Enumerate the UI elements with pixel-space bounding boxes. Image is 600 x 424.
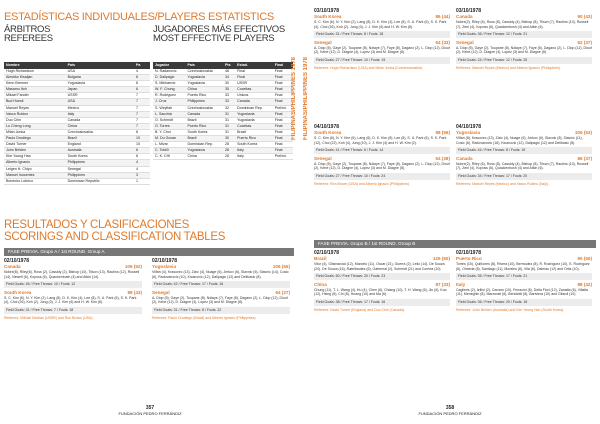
table-cell: Brazil <box>185 117 223 123</box>
team-2-score: 86 (37) <box>577 155 592 161</box>
match-box <box>456 8 592 70</box>
table-cell: England <box>66 142 134 148</box>
table-cell: 6 <box>134 81 150 87</box>
footer-text: FUNDACIÓN PEDRO FERRÁNDIZ <box>418 411 482 416</box>
team-1-field-stats: Field Goals: 42 / Free Throws: 17 / Fouls: 16 <box>152 281 290 288</box>
team-1-score: 88 (56) <box>435 130 450 135</box>
table-cell: Leigen H. Chiyo <box>4 166 66 172</box>
table-row <box>153 154 293 160</box>
table-cell: Canada <box>185 111 223 117</box>
team-1-name: Canada <box>456 14 473 19</box>
table-cell: Yugoslavia <box>235 117 273 123</box>
table-cell: 7 <box>134 93 150 99</box>
table-cell: Bud Hoesli <box>4 99 66 105</box>
team-2-lineup: S. C. Kim (6), N. Y. Kim (2), Lang (8), D. K. Kim (4), Lee (8), S. U. Park (6), S. K. Park (4), Choi (26), Koh (2), Jung (0), J. J. Kim (6) and H. W. Kim (8). <box>4 295 137 305</box>
table-cell: 10 <box>134 142 150 148</box>
team-2-field-stats: Field Goals: 31 / Free Throws: 8 / Fouls: 22 <box>152 307 290 314</box>
table-cell: Philippines <box>66 172 134 178</box>
page-title: ESTADÍSTICAS INDIVIDUALES/PLAYERS ESTATISTICS <box>4 11 274 23</box>
team-2-name: China <box>314 281 327 287</box>
table-cell: Yugoslavia <box>66 81 134 87</box>
table-cell: Yugoslavia <box>185 75 223 81</box>
table-cell: 7 <box>134 105 150 111</box>
table-cell: D. Dalipagic <box>153 75 185 81</box>
table-cell: Final <box>273 136 293 142</box>
team-2-lineup: A. Diop (5), Gaye (2), Toupane (8), Ndiaye (7), Faye (8), Dagano (2), L. Diop (12), Diouf (2), Kebe (12), D. Diagne (4), Lopez (3) and M. Diagne (8). <box>314 45 450 55</box>
team-2-score: 64 (27) <box>275 289 290 295</box>
table-cell: 7 <box>134 117 150 123</box>
referees-note: Referees: David Turner (England) and Duo Chin (Canada). <box>314 307 406 312</box>
table-cell: Masamu Itoh <box>4 87 66 93</box>
table-cell: 7 <box>134 111 150 117</box>
referees-note: Referees: Manuel Reyes (Mexico) and Alberto Ignacio (Philippines). <box>456 65 562 70</box>
table-cell: Senegal <box>66 166 134 172</box>
team-2-lineup: Caglieris (2), Iellini (2), Carraro (10), Ferracini (6), Della Fiori (12), Zanatta (6), Villalta (11), Meneghin (8), Marzorati (6), Bertolotti (8), Bariviera (10) and Gilardi (10). <box>456 287 589 297</box>
table-cell: Kenn Brenner <box>4 81 66 87</box>
match-box <box>456 250 592 312</box>
table-cell: Final <box>273 148 293 154</box>
team-2-name: Senegal <box>152 289 170 295</box>
table-cell: Boneciro Lobrico <box>4 178 66 184</box>
match-box <box>4 258 142 320</box>
right-page <box>300 0 600 424</box>
table-cell: Final <box>273 129 293 135</box>
column-header: Nombre <box>4 62 66 69</box>
team-2-score: 62 (37) <box>577 39 592 45</box>
match-date: 04/10/1978 <box>456 124 482 130</box>
table-cell: W. F. Chung <box>153 87 185 93</box>
column-header: País <box>185 62 223 69</box>
table-cell: Italy <box>235 148 273 154</box>
team-1-name: Brazil <box>314 256 327 261</box>
table-cell: Dominican Rep. <box>185 142 223 148</box>
referees-note: Referees: Ron Brown (USA) and Alberto Ignacio (Philippines). <box>314 181 411 186</box>
table-cell: M. Du Govan <box>153 136 185 142</box>
table-cell: 10 <box>134 136 150 142</box>
column-header: País <box>66 62 134 69</box>
team-2-name: Senegal <box>314 155 332 161</box>
team-2-lineup: A. Diop (5), Gaye (2), Toupane (8), Ndiaye (7), Faye (8), Dagano (2), L. Diop (12), Diouf (2), Kebe (12), D. Diagne (4), Lopez (3) and M. Diagne (8). <box>456 45 592 55</box>
column-header: Estad. <box>235 62 273 69</box>
team-1-score: 90 (43) <box>577 14 592 19</box>
team-1-field-stats: Field Goals: 31 / Free Throws: 8 / Fouls: 18 <box>314 31 450 38</box>
table-cell: Canada <box>66 117 134 123</box>
team-1-field-stats: Field Goals: 35 / Free Throws: 17 / Fouls: 21 <box>456 273 592 280</box>
table-cell: Manuel Inocentes <box>4 172 66 178</box>
table-cell: Brazil <box>185 136 223 142</box>
team-2-lineup: A. Diop (5), Gaye (2), Toupane (8), Ndiaye (7), Faye (8), Dagano (2), L. Diop (12), Diouf (2), Kebe (12), D. Diagne (4), Lopez (3) and M. Diagne (8). <box>314 161 450 171</box>
team-1-field-stats: Field Goals: 60 / Free Throws: 20 / Fouls: 23 <box>314 273 450 280</box>
team-2-field-stats: Field Goals: 34 / Free Throws: 17 / Fouls: 20 <box>456 173 592 180</box>
table-cell: USSR <box>66 93 134 99</box>
team-2-field-stats: Field Goals: 36 / Free Throws: 20 / Fouls: 18 <box>456 299 592 306</box>
table-cell: Czechoslovakia <box>185 69 223 75</box>
table-cell: 6 <box>134 75 150 81</box>
team-2-name: South Korea <box>4 289 32 295</box>
match-date: 04/10/1978 <box>314 124 340 130</box>
team-1-name: South Korea <box>314 130 342 135</box>
team-1-score: 106 (52) <box>124 264 142 269</box>
table-cell: 6 <box>134 154 150 160</box>
table-cell: Final <box>273 87 293 93</box>
match-date: 03/10/1978 <box>314 8 340 14</box>
table-cell: Bulgaria <box>66 75 134 81</box>
players-title-en: MOST EFFECTIVE PLAYERS <box>153 33 275 44</box>
column-header: Pa <box>134 62 150 69</box>
referees-title-en: REFEREES <box>4 33 53 44</box>
team-2-score: 64 (38) <box>435 155 450 161</box>
table-cell: L. Sacchia <box>153 111 185 117</box>
team-2-field-stats: Field Goals: 24 / Free Throws: 12 / Fouls: 25 <box>456 57 592 64</box>
team-1-score: 105 (53) <box>574 130 592 135</box>
table-cell: 28 <box>223 142 235 148</box>
table-cell: 35 <box>223 87 235 93</box>
table-cell: Final <box>273 123 293 129</box>
table-cell: Yugoslavia <box>185 148 223 154</box>
footer-text: FUNDACIÓN PEDRO FERRÁNDIZ <box>118 411 182 416</box>
team-2-field-stats: Field Goals: 31 / Free Throws: 7 / Fouls: 18 <box>4 307 142 314</box>
team-2-field-stats: Field Goals: 38 / Free Throws: 17 / Fouls: 16 <box>314 299 450 306</box>
table-cell: 31 <box>223 111 235 117</box>
referees-note: Referees: Hugh Richardson (USA) and Milan Junka (Czechoslovakia). <box>314 65 423 70</box>
team-1-lineup: Vilfan (8), Krasovec (13), Zizic (4), Nuage (6), Jerkov (6), Slavnic (8), Slavnic (11), Cosic (6), Radovanovic (16), Kicanovic (12), Dalipagic (12) and Delibasic (8). <box>456 136 583 145</box>
table-cell: 31 <box>223 123 235 129</box>
table-cell: Duo Chin <box>4 117 66 123</box>
table-header-row <box>4 62 150 69</box>
table-cell: L. Mivar <box>153 142 185 148</box>
team-1-score: 86 (44) <box>435 14 450 19</box>
table-cell: USA <box>66 99 134 105</box>
table-cell: 31 <box>223 129 235 135</box>
table-cell: China <box>185 154 223 160</box>
table-cell: J. Cruz <box>153 99 185 105</box>
team-1-name: Yugoslavia <box>152 264 177 269</box>
table-cell: 28 <box>223 154 235 160</box>
table-cell: Philippines <box>66 160 134 166</box>
match-box <box>314 124 450 186</box>
table-cell: Prelimi. <box>273 154 293 160</box>
referees-note: Referees: Mikhail Davtian (USSR) and Ron Brown (USA). <box>4 315 94 320</box>
match-date: 02/10/1978 <box>4 258 30 264</box>
table-cell: Final <box>273 75 293 81</box>
table-cell: 33 <box>223 99 235 105</box>
table-cell: John Belden <box>4 148 66 154</box>
team-1-name: South Korea <box>314 14 342 19</box>
table-cell: 4 <box>134 69 150 75</box>
team-1-score: 90 (50) <box>577 256 592 261</box>
table-cell: Prelimi. <box>273 105 293 111</box>
match-date: 02/10/1978 <box>152 258 178 264</box>
table-cell: South Korea <box>235 142 273 148</box>
side-tab: FILIPINAS/PHILIPPINES 1978 <box>303 56 309 140</box>
table-cell: Manuel Reyes <box>4 105 66 111</box>
table-cell: Final <box>273 142 293 148</box>
table-cell: 7 <box>134 99 150 105</box>
table-cell: Vasco Rubino <box>4 111 66 117</box>
results-title-en: SCORINGS AND CLASSIFICATION TABLES <box>4 231 226 243</box>
referees-title-es: ÁRBITROS <box>4 24 51 35</box>
table-cell: O. Schmidt <box>153 117 185 123</box>
column-header: Final <box>273 62 293 69</box>
referees-table <box>4 62 150 185</box>
match-date: 02/10/1978 <box>314 250 340 256</box>
table-cell: O. Torres <box>153 123 185 129</box>
table-cell: S. Weyllah <box>153 105 185 111</box>
table-cell: 30 <box>223 81 235 87</box>
table-cell: Yugoslavia <box>185 81 223 87</box>
team-2-score: 87 (33) <box>435 281 450 287</box>
table-cell: Czechoslovakia <box>66 129 134 135</box>
team-1-lineup: Torres (15), Quiñones (8), Rivera (10), Bermúdez (8), R. Rodríguez (10), E. Rodríguez (6), Olmeda (8), Santiago (11), Morales (6), Vilá (6), Dalmau (12) and Ortiz (10). <box>456 262 590 271</box>
table-cell: Coceitas. <box>235 87 273 93</box>
team-1-field-stats: Field Goals: 41 / Free Throws: 6 / Fouls: 14 <box>314 147 450 154</box>
table-cell: Final <box>235 75 273 81</box>
table-cell: Brazil <box>66 136 134 142</box>
match-box <box>456 124 592 186</box>
table-cell: Puerto Rico <box>185 93 223 99</box>
table-cell: Lu Cheng Long <box>4 123 66 129</box>
team-1-lineup: S. C. Kim (6), N. Y. Kim (6), Lang (6), D. K. Kim (8), Lee (8), S. U. Park (6), S. K. Park (12), Choi (22), Koh (4), Jung (10), J. J. Kim (4) and H. W. Kim (2). <box>314 136 447 145</box>
page-number: 358 <box>445 405 455 411</box>
table-cell: C. K. CHI <box>153 154 185 160</box>
table-cell: Final <box>273 81 293 87</box>
table-cell: 6 <box>134 129 150 135</box>
table-cell: Aleshko Kisaljan <box>4 75 66 81</box>
side-tab: FILIPINAS/PHILIPPINES 1978 <box>291 56 297 140</box>
table-cell: Coceitas. <box>235 123 273 129</box>
players-title-es: JUGADORES MÁS EFECTIVOS <box>153 24 285 35</box>
table-cell: 31 <box>223 117 235 123</box>
table-cell: USSR <box>235 81 273 87</box>
team-2-name: Canada <box>456 155 473 161</box>
table-cell: Mikael Fander <box>4 93 66 99</box>
team-2-score: 88 (43) <box>127 289 142 295</box>
table-cell: Final <box>273 111 293 117</box>
team-2-lineup: Nobre(2), Riley (6), Ross (8), Cassidy (4), Bishop (8), Tilson (7), Rautins (10), Russell (7), Zeni (4), Koposs (6), Quackenbush (4) and Atkin (6). <box>456 161 589 171</box>
table-cell: David Turner <box>4 142 66 148</box>
table-cell: 4 <box>134 166 150 172</box>
table-cell: Hugh Richardson <box>4 69 66 75</box>
referees-note: Referees: John Belden (Australia) and Kim Young Han (South Korea). <box>456 307 565 312</box>
table-cell: Final <box>273 99 293 105</box>
team-1-lineup: Nobre(2), Riley (6), Ross (8), Cassidy (4), Bishop (8), Tilson (7), Rautins (10), Russell (7), Zeni (4), Koposs (6), Quackenbush (4) and Atkin (6). <box>456 20 589 29</box>
team-2-lineup: A. Diop (5), Gaye (2), Toupane (8), Ndiaye (7), Faye (8), Dagano (2), L. Diop (12), Diouf (2), Kebe (12), D. Diagne (4), Lopez (3) and M. Diagne (8). <box>152 295 288 305</box>
team-1-score: 106 (55) <box>272 264 290 269</box>
table-cell: China <box>66 123 134 129</box>
referees-note: Referees: Manuel Reyes (Mexico) and Vasco Rubino (Italy). <box>456 181 549 186</box>
table-cell: 28 <box>223 148 235 154</box>
table-cell: Milan Junka <box>4 129 66 135</box>
table-cell: 6 <box>134 87 150 93</box>
team-1-name: Canada <box>4 264 21 269</box>
players-table <box>153 62 293 160</box>
match-box <box>314 250 450 312</box>
table-cell: C. Tobilli <box>153 148 185 154</box>
table-cell: 32 <box>223 105 235 111</box>
right-footer <box>400 405 500 416</box>
team-2-name: Italy <box>456 281 466 287</box>
table-cell: Mexico <box>66 105 134 111</box>
team-1-field-stats: Field Goals: 44 / Free Throws: 8 / Fouls: 19 <box>456 147 592 154</box>
page-number: 357 <box>145 405 155 411</box>
table-cell: Puerto Rico <box>235 136 273 142</box>
table-cell: R. Rodriguez <box>153 93 185 99</box>
team-2-name: Senegal <box>314 39 332 45</box>
table-cell: Canada <box>235 99 273 105</box>
table-cell: China <box>185 87 223 93</box>
table-cell: Philippines <box>185 99 223 105</box>
column-header: Jugador <box>153 62 185 69</box>
match-box <box>314 8 450 70</box>
table-cell: 6 <box>134 148 150 154</box>
match-date: 02/10/1978 <box>456 250 482 256</box>
table-cell: S. Mikhaevic <box>153 81 185 87</box>
team-2-score: 88 (42) <box>577 281 592 287</box>
table-cell: Final <box>273 117 293 123</box>
table-cell: 33 <box>223 93 235 99</box>
table-cell: Final <box>235 69 273 75</box>
table-cell: Italy <box>66 111 134 117</box>
table-cell: Kim Young Han <box>4 154 66 160</box>
table-cell: 34 <box>223 75 235 81</box>
table-cell: Final <box>273 69 293 75</box>
match-date: 03/10/1978 <box>456 8 482 14</box>
team-2-score: 64 (33) <box>435 39 450 45</box>
table-cell: 3 <box>134 172 150 178</box>
match-box <box>152 258 290 320</box>
table-cell: 46 <box>223 69 235 75</box>
team-1-field-stats: Field Goals: 36 / Free Throws: 12 / Fouls: 21 <box>456 31 592 38</box>
phase-bar-b: FASE PREVIA. Grupo B / 1st ROUND. Group B <box>314 240 596 248</box>
team-2-name: Senegal <box>456 39 474 45</box>
team-1-lineup: Nobre(8), Riley(6), Ross (2), Cassidy (2), Bishop (10), Tilson (13), Rautins (12), Russell (14), Newell (6), Koposs (6), Quackenbush (4) and Atkin (14). <box>4 270 140 279</box>
table-cell: Japan <box>66 87 134 93</box>
team-1-name: Puerto Rico <box>456 256 482 261</box>
table-cell: Final <box>273 93 293 99</box>
team-1-score: 126 (60) <box>432 256 450 261</box>
table-cell: N. Radanovic <box>153 69 185 75</box>
table-cell: Unicos. <box>235 93 273 99</box>
table-cell: 1 <box>134 178 150 184</box>
table-row <box>4 178 150 184</box>
table-cell: USA <box>66 69 134 75</box>
table-cell: 30 <box>223 136 235 142</box>
table-header-row <box>153 62 293 69</box>
table-cell: South Korea <box>66 154 134 160</box>
table-cell: Yugoslavia <box>235 111 273 117</box>
team-2-lineup: Chung (11), T. L. Wang (4), Hu (4), Chen (6), Chiang (10), T. H. Wang (6), Jin (6), Kuo (12), Hsing (6), Chi (8), Huang (10) and Ma (6). <box>314 287 447 297</box>
table-cell: Paulo Drudiego <box>4 136 66 142</box>
table-cell: South Korea <box>185 129 223 135</box>
table-cell: 7 <box>134 123 150 129</box>
table-cell: 4 <box>134 160 150 166</box>
table-cell: Puerto Rico <box>185 123 223 129</box>
team-1-name: Yugoslavia <box>456 130 481 135</box>
team-1-lineup: Vilfan (4), Krasovec (13), Zizic (4), Nuage (6), Jerkov (6), Slavnic (6), Slavnic (14), Cosic (6), Radovanovic (10), Kicanovic (12), Dalipagic (12) and Delibasic (8). <box>152 270 289 279</box>
referees-note: Referees: Paulo Drudiego (Brazil) and Alberto Ignacio (Philippines). <box>152 315 257 320</box>
team-1-lineup: Vitor (4), Gilsmarcial (12), Marcelo (11), Oscar (21), Guerra (2), Leilo (14), De Souza (20), De Souza (16), Ratelbautes (6), Gabernal (2), Schmidt (21) and Cornea (10). <box>314 262 445 271</box>
team-2-field-stats: Field Goals: 27 / Free Throws: 10 / Fouls: 24 <box>314 173 450 180</box>
table-cell: Dominican Republic <box>66 178 134 184</box>
team-1-lineup: S. C. Kim (6), N. Y. Kim (2), Lang (8), D. K. Kim (4), Lee (8), S. U. Park (6), S. K. Park (4), Choi (26), Koh (2), Jung (0), J. J. Kim (6) and H. W. Kim (8). <box>314 20 447 29</box>
team-2-field-stats: Field Goals: 27 / Free Throws: 10 / Fouls: 19 <box>314 57 450 64</box>
results-title-es: RESULTADOS Y CLASIFICACIONES <box>4 219 190 231</box>
table-cell: B. Y. Choi <box>153 129 185 135</box>
phase-bar-a: FASE PREVIA. Grupo A / 1st ROUND. Group A <box>4 248 294 256</box>
column-header: Pts <box>223 62 235 69</box>
table-cell: Australia <box>66 148 134 154</box>
left-footer <box>100 405 200 416</box>
table-cell: Alberto Ignacio <box>4 160 66 166</box>
table-cell: Dominican Rep. <box>235 105 273 111</box>
team-1-field-stats: Field Goals: 46 / Free Throws: 10 / Fouls: 12 <box>4 281 142 288</box>
table-cell: Italy <box>235 154 273 160</box>
table-cell: Czechoslovakia <box>185 105 223 111</box>
table-cell: Brazil <box>235 129 273 135</box>
